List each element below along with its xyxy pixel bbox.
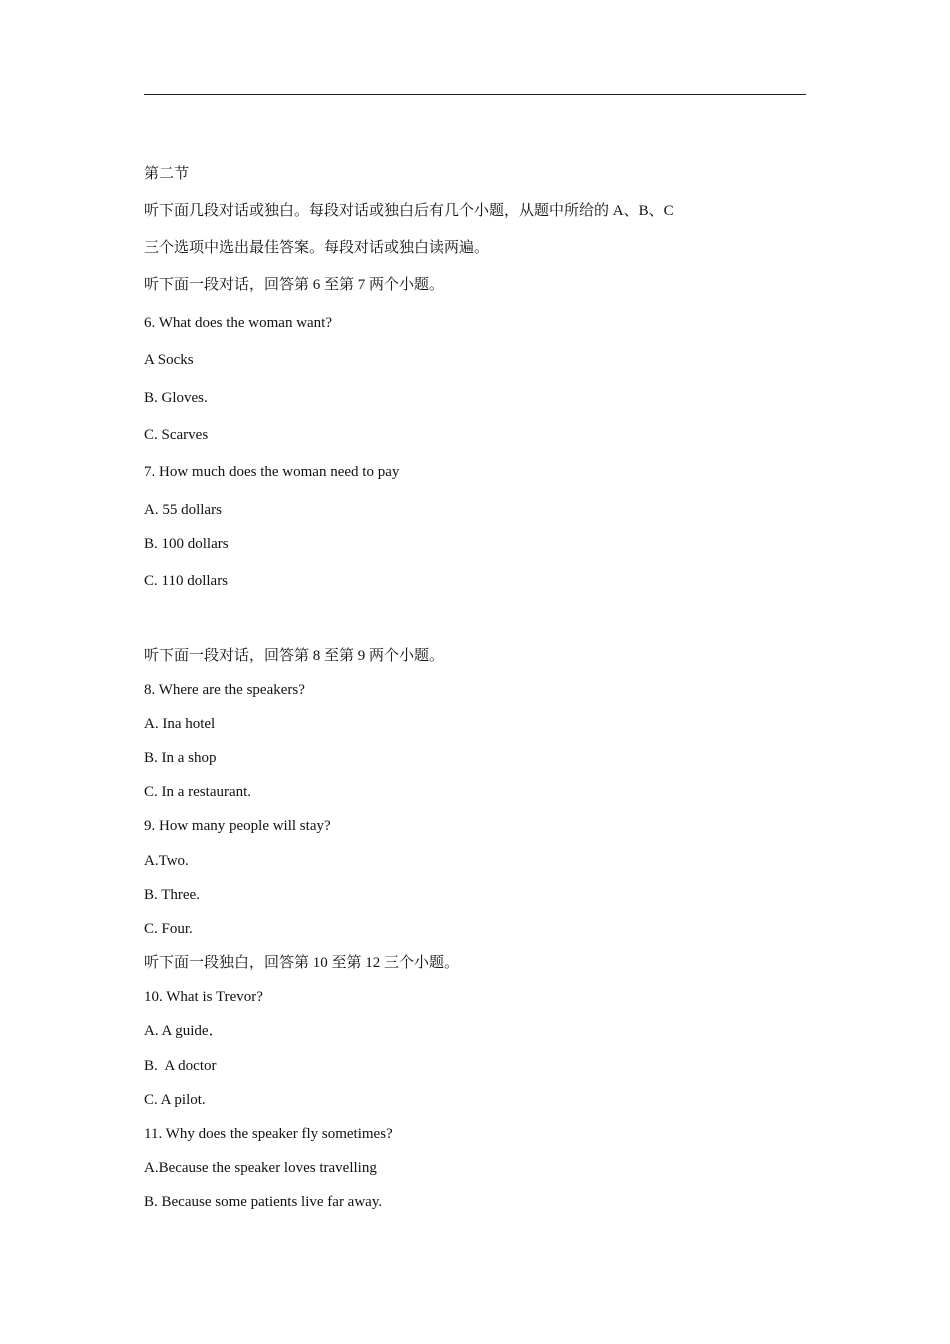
section-heading: 第二节 (144, 166, 190, 182)
question-6-stem: 6. What does the woman want? (144, 315, 333, 331)
question-6-option-b: B. Gloves. (144, 390, 208, 406)
question-7-option-a: A. 55 dollars (144, 502, 222, 518)
question-6-option-c: C. Scarves (144, 427, 209, 443)
question-11-option-a: A.Because the speaker loves travelling (144, 1160, 377, 1176)
header-rule (144, 94, 806, 95)
group-intro-10-12: 听下面一段独白，回答第 10 至第 12 三个小题。 (144, 955, 460, 971)
question-6-option-a: A Socks (144, 352, 194, 368)
question-7-option-b: B. 100 dollars (144, 536, 229, 552)
question-9-option-c: C. Four. (144, 921, 193, 937)
question-11-option-b: B. Because some patients live far away. (144, 1194, 383, 1210)
question-10-option-a: A. A guide． (144, 1023, 224, 1039)
instructions-line-1: 听下面几段对话或独白。每段对话或独白后有几个小题，从题中所给的 A、B、C (144, 203, 674, 219)
question-7-stem: 7. How much does the woman need to pay (144, 464, 400, 480)
group-intro-6-7: 听下面一段对话，回答第 6 至第 7 两个小题。 (144, 277, 445, 293)
group-intro-8-9: 听下面一段对话，回答第 8 至第 9 两个小题。 (144, 648, 445, 664)
instructions-line-2: 三个选项中选出最佳答案。每段对话或独白读两遍。 (144, 240, 490, 256)
question-9-option-a: A.Two. (144, 853, 189, 869)
question-11-stem: 11. Why does the speaker fly sometimes? (144, 1126, 393, 1142)
question-10-stem: 10. What is Trevor? (144, 989, 263, 1005)
question-7-option-c: C. 110 dollars (144, 573, 229, 589)
question-8-option-c: C. In a restaurant. (144, 784, 252, 800)
question-9-option-b: B. Three. (144, 887, 200, 903)
question-9-stem: 9. How many people will stay? (144, 818, 331, 834)
question-10-option-b: B. A doctor (144, 1058, 217, 1074)
question-8-stem: 8. Where are the speakers? (144, 682, 305, 698)
question-10-option-c: C. A pilot. (144, 1092, 206, 1108)
question-8-option-b: B. In a shop (144, 750, 217, 766)
question-8-option-a: A. Ina hotel (144, 716, 216, 732)
